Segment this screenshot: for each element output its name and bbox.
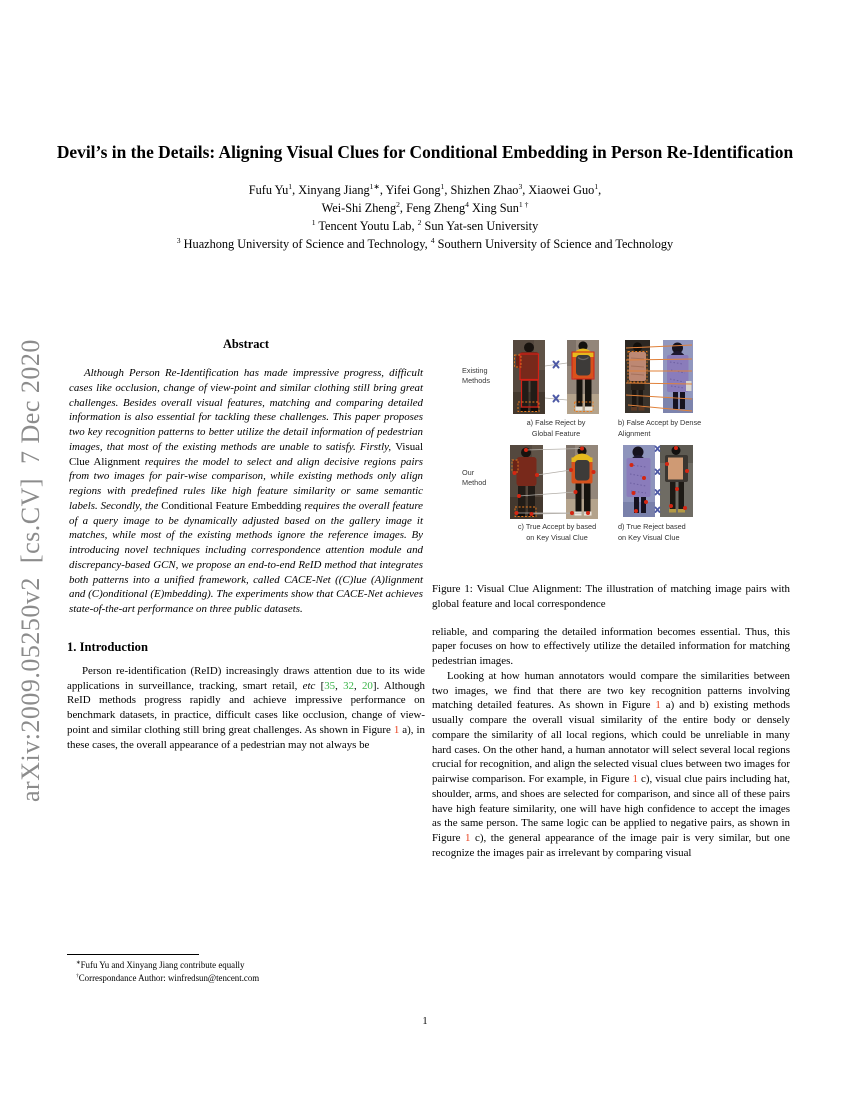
text-segment: ]. Although ReID methods progress rapidly and achieve impressive performance on benchmark datasets, in practice, difficult cases like occlusion, change of view-point and similar clothing still bring great challenges. As shown in Figure xyxy=(67,679,425,736)
section-heading-introduction: 1. Introduction xyxy=(67,639,148,654)
figure-caption-b: b) False Accept by Dense Alignment xyxy=(618,418,702,438)
text-segment: c), visual clue pairs including hat, shoulder, arms, and shoes are selected for comparison, and since all of these pairs have high feature similarity, one will have high confidence to accept the images as the same person. The same logic can be applied to negative pairs, as shown in Figure xyxy=(432,773,790,844)
figure-ref-link[interactable]: 1 xyxy=(465,832,471,844)
photo-dark-red-jacket-person xyxy=(510,445,543,519)
figure-row-label-existing-methods: Existing Methods xyxy=(462,366,490,385)
footnote-rule xyxy=(67,954,199,955)
figure-caption-d: d) True Reject based on Key Visual Clue xyxy=(618,522,686,542)
figure-ref-link[interactable]: 1 xyxy=(655,699,661,712)
text-segment: , Feng Zheng xyxy=(399,200,466,215)
text-segment: a), in these cases, the overall appearance of a pedestrian may not always be xyxy=(67,723,425,751)
authors-line-1 xyxy=(55,181,795,199)
paper-title: Devil’s in the Details: Aligning Visual Clues for Conditional Embedding in Person Re-Identification xyxy=(56,142,794,162)
text-segment: Person re-identification (ReID) increasingly draws attention due to its wide applications in surveillance, tracking, smart retail, xyxy=(67,664,425,692)
text-segment: , Shizhen Zhao xyxy=(444,182,519,197)
superscript: 4 xyxy=(430,235,435,245)
photo-orange-jacket-backpack-person xyxy=(567,340,599,414)
figure-ref-link[interactable]: 1 xyxy=(393,723,400,736)
right-column-paragraph-1: reliable, and comparing the detailed information becomes essential. Thus, this paper focuses on how to effectively utilize the detailed information for matching pedestrian images. xyxy=(432,625,790,667)
figure-1 xyxy=(432,332,790,556)
photo-tan-coat-person xyxy=(660,445,693,517)
photo-dark-red-jacket-person xyxy=(513,340,545,414)
text-segment: , xyxy=(335,679,344,692)
text-segment: Correspondance Author: winfredsun@tencent.com xyxy=(78,972,260,983)
figure-ref-link[interactable]: 1 xyxy=(632,773,638,785)
text-segment: , Xiaowei Guo xyxy=(522,182,595,197)
abstract-heading: Abstract xyxy=(222,337,270,351)
text-segment: Wei-Shi Zheng xyxy=(321,200,397,215)
text-segment: etc xyxy=(302,679,316,692)
figure-panel-c xyxy=(510,445,598,519)
text-segment: Tencent Youtu Lab, xyxy=(315,218,418,233)
text-segment: c), the general appearance of the image pair is very similar, but one recognize the images pair as irrelevant by comparing visual xyxy=(432,832,790,859)
citation-link[interactable]: 35 xyxy=(324,679,336,692)
figure-row-label-our-method: Our Method xyxy=(462,468,487,487)
text-segment: Fufu Yu and Xinyang Jiang contribute equally xyxy=(80,960,245,970)
superscript: 2 xyxy=(396,199,400,209)
figure-caption-a: a) False Reject by Global Feature xyxy=(526,418,586,438)
affiliation-line-1 xyxy=(55,217,795,235)
text-segment: , Yifei Gong xyxy=(379,182,441,197)
affiliation-line-2 xyxy=(55,235,795,253)
arxiv-watermark: arXiv:2009.05250v2 [cs.CV] 7 Dec 2020 xyxy=(16,339,45,802)
global-match-lines xyxy=(545,363,567,400)
text-segment: Conditional Feature Embedding xyxy=(161,499,302,512)
text-segment: a) and b) existing methods usually compare the overall visual similarity of the entire body or densely compare the similarity of all local regions, which could be unreliable in many hard cases. On the other hand, a human annotator will select several local regions crucial for recognition, and align the selected visual clues between two images for pairwise comparison. For example, in Figure xyxy=(432,699,790,785)
figure-1-caption: Figure 1: Visual Clue Alignment: The illustration of matching image pairs with global feature and local correspondence xyxy=(432,583,790,610)
photo-orange-jacket-backpack-person xyxy=(566,445,598,519)
paper-header xyxy=(55,141,795,253)
text-segment: Southern University of Science and Technology xyxy=(434,236,674,251)
text-segment: Looking at how human annotators would compare the similarities between two images, we find that there are two key recognition patterns involving matching detailed features. As shown in Figure xyxy=(432,669,790,712)
superscript: 2 xyxy=(417,217,422,227)
figure-panel-d xyxy=(623,445,693,517)
footnote-correspondence xyxy=(67,972,425,985)
superscript: 1 xyxy=(440,181,445,191)
superscript: 1 xyxy=(594,181,599,191)
abstract-text xyxy=(67,366,425,617)
citation-link[interactable]: 32 xyxy=(343,679,354,692)
superscript: ∗ xyxy=(76,960,81,967)
superscript: 4 xyxy=(465,199,469,209)
text-segment: requires the model to select and align decisive regions pairs from two images for pair-wise comparison, while existing methods only align regions with predefined rules like high feature similarity or same semantic labels. Secondly, the xyxy=(69,455,423,512)
right-column xyxy=(432,332,790,861)
intro-paragraph xyxy=(67,664,425,753)
footnote-contribution xyxy=(67,959,425,972)
photo-purple-coat-person xyxy=(623,445,655,517)
citation-link[interactable]: 20 xyxy=(361,679,373,692)
superscript: † xyxy=(76,972,79,979)
mismatch-x-icon xyxy=(656,447,660,513)
text-segment: , xyxy=(353,679,362,692)
superscript: 3 xyxy=(176,235,181,245)
mismatch-x-icon xyxy=(554,362,559,402)
text-segment: Huazhong University of Science and Technology, xyxy=(180,236,431,251)
authors-line-2 xyxy=(55,199,795,217)
superscript: 1 xyxy=(311,217,316,227)
photo-purple-coat-person xyxy=(663,340,693,413)
authors-block xyxy=(55,181,795,253)
page-number: 1 xyxy=(422,1016,428,1027)
text-segment: Xing Sun xyxy=(468,200,519,215)
right-column-paragraph-2 xyxy=(432,669,790,861)
text-segment: Although Person Re-Identification has made impressive progress, difficult cases like occlusion, change of view-point and similar clothing still bring great challenges. Besides overall visual features, matching and comparing detailed information is also essential for tackling these challenges. This paper proposes two key recognition patterns to better utilize the detail information of pedestrian images, that most of the existing methods are unable to satisfy. Firstly, xyxy=(69,367,423,453)
text-segment: , Xinyang Jiang xyxy=(292,182,370,197)
text-segment: Sun Yat-sen University xyxy=(421,218,539,233)
text-segment: Visual Clue Alignment xyxy=(69,440,423,468)
photo-pink-coat-person xyxy=(625,340,650,413)
text-segment: [ xyxy=(315,679,325,692)
figure-panel-a xyxy=(513,340,599,414)
text-segment: requires the overall feature of a query image to be dynamically adjusted based on the gallery image it matches, while most of the existing methods ignore the reference images. By introducing novel techniques including correspondence attention module and discrepancy-based GCN, we propose an end-to-end ReID method that integrates both patterns into a unified framework, called CACE-Net ((C)lue (A)lignment and (C)onditional (E)mbedding). The experiments show that CACE-Net achieves state-of-the-art performance on three public datasets. xyxy=(69,499,423,615)
footnotes-block xyxy=(67,954,425,984)
figure-caption-c: c) True Accept by based on Key Visual Clue xyxy=(517,522,597,542)
superscript: 1∗ xyxy=(369,181,380,191)
superscript: 1 xyxy=(288,181,293,191)
superscript: 1 † xyxy=(518,199,529,209)
superscript: 3 xyxy=(518,181,523,191)
text-segment: Fufu Yu xyxy=(248,182,289,197)
left-column xyxy=(67,337,425,752)
text-segment: , xyxy=(598,182,602,197)
figure-panel-b xyxy=(625,340,693,413)
